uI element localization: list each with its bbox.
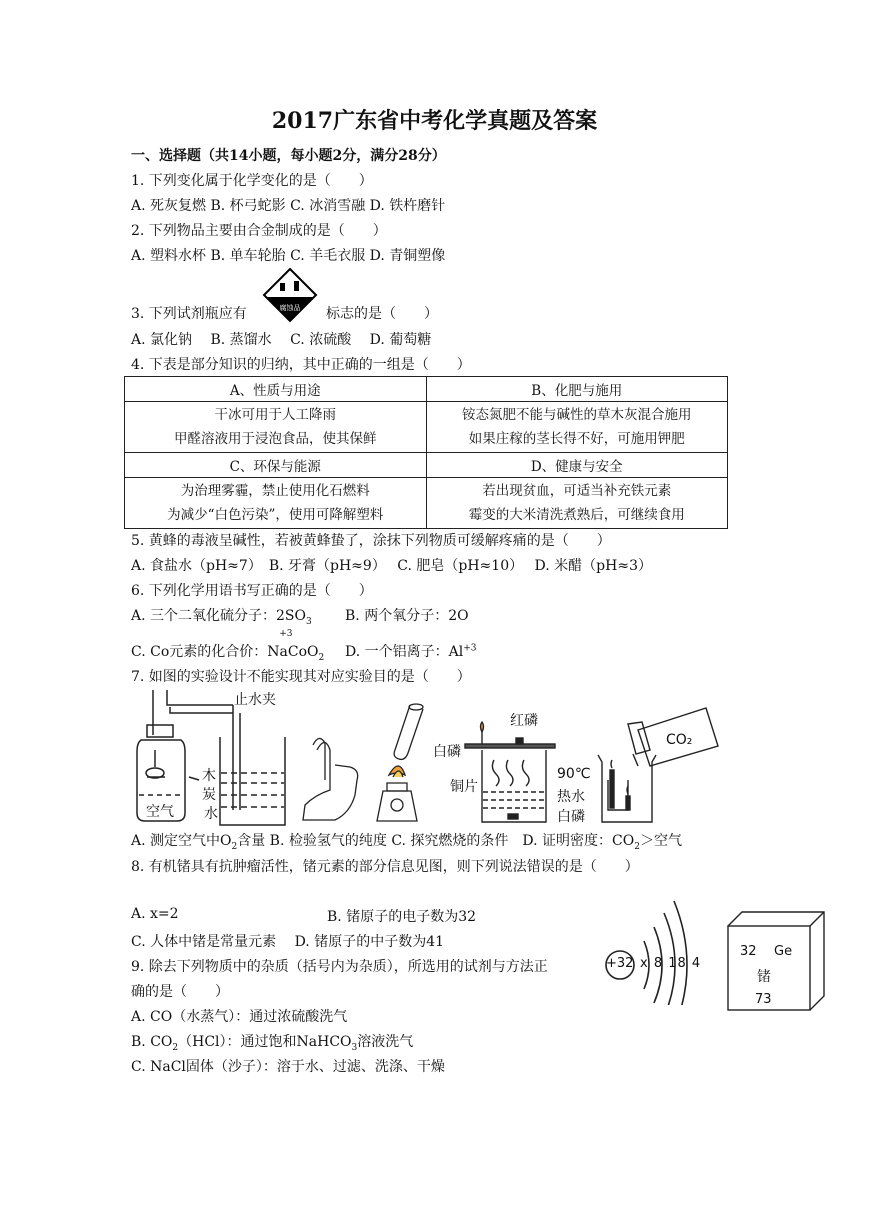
q3-stem-a: 3. 下列试剂瓶应有 <box>131 306 247 322</box>
q7-opt-rest-sub: 2 <box>634 841 640 852</box>
q6-option-b: B. 两个氧分子：2O <box>345 608 469 624</box>
table-header-a: A、性质与用途 <box>125 377 427 402</box>
q3-options: A. 氯化钠 B. 蒸馏水 C. 浓硫酸 D. 葡萄糖 <box>131 332 432 348</box>
q9-stem-2: 确的是（ ） <box>131 984 229 1000</box>
q6-option-a <box>131 605 312 627</box>
table-cell-c <box>125 478 427 529</box>
q7-opt-a-sub: 2 <box>231 841 238 852</box>
q6-c-text: C. Co元素的化合价： <box>131 644 268 660</box>
corrosive-hazard-icon <box>262 267 318 323</box>
q8-options-cd: C. 人体中锗是常量元素 D. 锗原子的中子数为41 <box>131 934 445 950</box>
table-header-d: D、健康与安全 <box>426 453 728 478</box>
q9-option-a: A. CO（水蒸气）：通过浓硫酸洗气 <box>131 1009 348 1025</box>
q6-c-formula-wrap <box>267 629 325 663</box>
page-title: 2017广东省中考化学真题及答案 <box>271 108 598 134</box>
q7-opt-tail: ＞空气 <box>640 833 682 849</box>
section-heading: 一、选择题（共14小题，每小题2分，满分28分） <box>131 148 446 164</box>
table-cell-b-line2: 如果庄稼的茎长得不好，可施用钾肥 <box>468 431 685 447</box>
q6-option-c <box>131 629 325 663</box>
element-mass: 73 <box>755 992 772 1007</box>
q6-d-text: D. 一个铝离子：Al <box>345 644 464 660</box>
q1-options: A. 死灰复燃 B. 杯弓蛇影 C. 冰消雪融 D. 铁杵磨针 <box>131 198 446 214</box>
germanium-atom-diagram <box>600 893 710 1005</box>
label-white-phosphorus-bottom: 白磷 <box>557 809 585 825</box>
table-cell-b <box>426 402 728 453</box>
label-charcoal-1: 木 <box>202 768 216 784</box>
q7-opt-rest: 含量 B. 检验氢气的纯度 C. 探究燃烧的条件 D. 证明密度：CO <box>237 833 635 849</box>
q9-b-tail: 溶液洗气 <box>357 1034 414 1050</box>
apparatus-hydrogen-test <box>295 695 455 830</box>
table-cell-a <box>125 402 427 453</box>
q7-stem: 7. 如图的实验设计不能实现其对应实验目的是（ ） <box>131 669 471 685</box>
q6-c-valence: +3 <box>279 629 293 639</box>
q6-a-sub: 3 <box>306 616 312 627</box>
apparatus-co2-density <box>588 700 728 830</box>
label-charcoal-2: 炭 <box>202 787 216 803</box>
corrosive-sign <box>262 267 318 323</box>
label-red-phosphorus: 红磷 <box>510 713 538 729</box>
corrosive-sign-text: 腐蚀品 <box>279 304 301 312</box>
table-cell-c-line2: 为减少“白色污染”，使用可降解塑料 <box>167 507 384 523</box>
element-symbol: Ge <box>774 944 793 959</box>
q8-option-a: A. x=2 <box>131 906 179 922</box>
label-copper-plate: 铜片 <box>450 779 478 795</box>
element-number: 32 <box>740 944 757 959</box>
table-cell-c-line1: 为治理雾霾，禁止使用化石燃料 <box>180 483 370 499</box>
q2-options: A. 塑料水杯 B. 单车轮胎 C. 羊毛衣服 D. 青铜塑像 <box>131 248 446 264</box>
label-white-phosphorus-top: 白磷 <box>433 744 461 760</box>
q6-stem: 6. 下列化学用语书写正确的是（ ） <box>131 583 373 599</box>
q6-option-d <box>345 641 477 661</box>
q3-stem-b: 标志的是（ ） <box>326 306 438 322</box>
q4-stem: 4. 下表是部分知识的归纳，其中正确的一组是（ ） <box>131 357 471 373</box>
germanium-element-card <box>726 910 826 1012</box>
apparatus-combustion <box>450 720 570 830</box>
q8-stem: 8. 有机锗具有抗肿瘤活性，锗元素的部分信息见图，则下列说法错误的是（ ） <box>131 859 639 875</box>
q2-stem: 2. 下列物品主要由合金制成的是（ ） <box>131 223 387 239</box>
q8-option-b: B. 锗原子的电子数为32 <box>327 909 477 925</box>
knowledge-table <box>124 376 728 529</box>
q7-options <box>131 830 682 852</box>
label-clamp: 止水夹 <box>234 692 276 708</box>
q9-stem-1: 9. 除去下列物质中的杂质（括号内为杂质），所选用的试剂与方法正 <box>131 959 548 975</box>
label-air: 空气 <box>146 804 174 820</box>
table-cell-b-line1: 铵态氮肥不能与碱性的草木灰混合施用 <box>462 407 692 423</box>
label-co2: CO₂ <box>666 732 693 748</box>
q9-b-pre: B. CO <box>131 1034 173 1050</box>
table-header-c: C、环保与能源 <box>125 453 427 478</box>
label-hot-water: 热水 <box>557 789 585 805</box>
q9-b-sub: 2 <box>172 1042 179 1053</box>
q1-stem: 1. 下列变化属于化学变化的是（ ） <box>131 173 373 189</box>
table-cell-a-line1: 干冰可用于人工降雨 <box>214 407 336 423</box>
table-cell-d-line2: 霉变的大米清洗煮熟后，可继续食用 <box>468 507 685 523</box>
q6-c-sub: 2 <box>318 652 325 663</box>
q9-option-b <box>131 1031 413 1053</box>
label-water: 水 <box>204 806 218 822</box>
table-cell-a-line2: 甲醛溶液用于浸泡食品，使其保鲜 <box>174 431 377 447</box>
atom-shells: x 8 18 4 <box>640 956 702 971</box>
q6-c-formula: NaCoO <box>267 644 319 660</box>
table-cell-d <box>426 478 728 529</box>
element-name: 锗 <box>757 969 771 985</box>
q5-options: A. 食盐水（pH≈7） B. 牙膏（pH≈9） C. 肥皂（pH≈10） D. 米醋（pH≈3） <box>131 558 652 574</box>
q9-option-c: C. NaCl固体（沙子）：溶于水、过滤、洗涤、干燥 <box>131 1059 445 1075</box>
q5-stem: 5. 黄蜂的毒液呈碱性，若被黄蜂蛰了，涂抹下列物质可缓解疼痛的是（ ） <box>131 533 611 549</box>
q6-a-text: A. 三个二氧化硫分子：2SO <box>131 608 306 624</box>
label-temperature: 90℃ <box>557 766 591 782</box>
q9-b-mid: （HCl）：通过饱和NaHCO <box>178 1034 352 1050</box>
q6-d-sup: +3 <box>463 643 477 654</box>
q7-opt-a: A. 测定空气中O <box>131 833 232 849</box>
table-header-b: B、化肥与施用 <box>426 377 728 402</box>
atom-nucleus: +32 <box>606 956 634 971</box>
q9-b-sub2: 3 <box>351 1042 358 1053</box>
table-cell-d-line1: 若出现贫血，可适当补充铁元素 <box>482 483 672 499</box>
